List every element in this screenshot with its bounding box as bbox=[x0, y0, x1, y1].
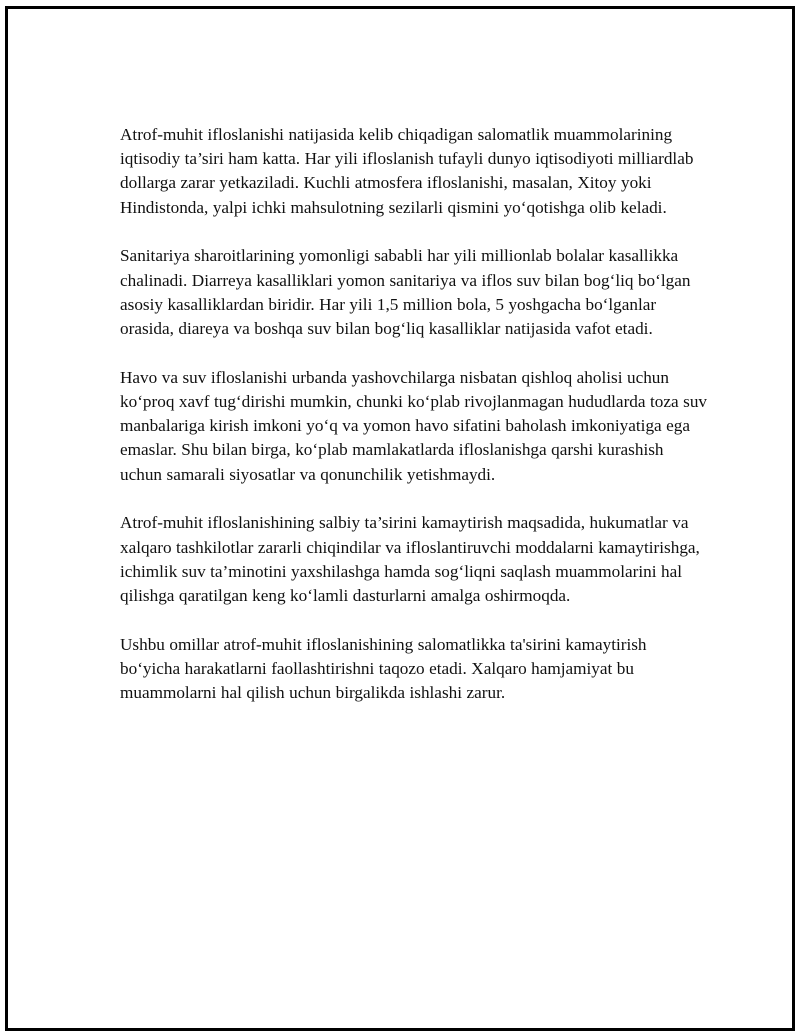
paragraph-3: Havo va suv ifloslanishi urbanda yashovchilarga nisbatan qishloq aholisi uchun ko‘proq xavf tug‘dirishi mumkin, chunki ko‘plab rivojlanmagan hududlarda toza suv manbalariga kirish imkoni yo‘q va yomon havo sifatini baholash imkoniyatiga ega emaslar. Shu bilan birga, ko‘plab mamlakatlarda ifloslanishga qarshi kurashish uchun samarali siyosatlar va qonunchilik yetishmaydi. bbox=[120, 367, 708, 484]
document-page bbox=[5, 6, 795, 1031]
paragraph-1: Atrof-muhit ifloslanishi natijasida kelib chiqadigan salomatlik muammolarining iqtisodiy ta’siri ham katta. Har yili ifloslanish tufayli dunyo iqtisodiyoti milliardlab dollarga zarar yetkaziladi. Kuchli atmosfera ifloslanishi, masalan, Xitoy yoki Hindistonda, yalpi ichki mahsulotning sezilarli qismini yo‘qotishga olib keladi. bbox=[120, 125, 694, 217]
paragraph-5: Ushbu omillar atrof-muhit ifloslanishining salomatlikka ta'sirini kamaytirish bo‘yicha harakatlarni faollashtirishni taqozo etadi. Xalqaro hamjamiyat bu muammolarni hal qilish uchun birgalikda ishlashi zarur. bbox=[120, 634, 647, 703]
document-body bbox=[120, 123, 710, 730]
paragraph-2: Sanitariya sharoitlarining yomonligi sababli har yili millionlab bolalar kasallikka chalinadi. Diarreya kasalliklari yomon sanitariya va iflos suv bilan bog‘liq bo‘lgan asosiy kasalliklardan biridir. Har yili 1,5 million bola, 5 yoshgacha bo‘lganlar orasida, diareya va boshqa suv bilan bog‘liq kasalliklar natijasida vafot etadi. bbox=[120, 246, 691, 339]
paragraph-4: Atrof-muhit ifloslanishining salbiy ta’sirini kamaytirish maqsadida, hukumatlar va xalqaro tashkilotlar zararli chiqindilar va ifloslantiruvchi moddalarni kamaytirishga, ichimlik suv ta’minotini yaxshilashga hamda sog‘liqni saqlash muammolarini hal qilishga qaratilgan keng ko‘lamli dasturlarni amalga oshirmoqda. bbox=[120, 513, 700, 606]
